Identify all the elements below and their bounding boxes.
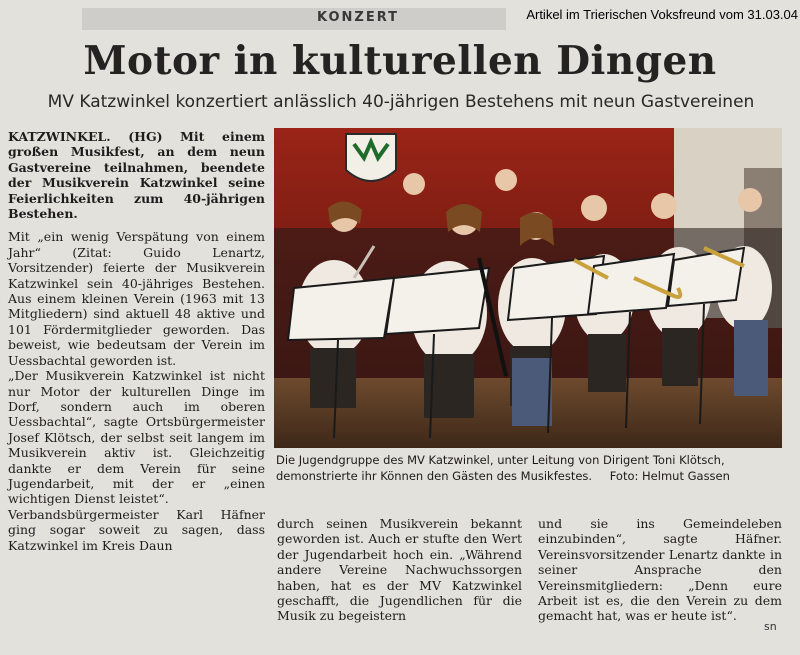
author-signature: sn xyxy=(764,620,777,633)
article-paragraph-1: Mit „ein wenig Verspätung von einem Jahr“ (Zitat: Guido Lenartz, Vorsitzender) feierte der Musikverein Katzwinkel sein 40-jähriges Bestehen. Aus einem kleinen Verein (1963 mit 13 Mitgliedern) sind aktuell 48 aktive und 101 Fördermitglieder geworden. Das beweist, wie bedeutsam der Verein im Uessbachtal geworden ist. xyxy=(8,229,265,368)
source-note: Artikel im Trierischen Voksfreund vom 31.03.04 xyxy=(526,7,798,22)
headline: Motor in kulturellen Dingen xyxy=(83,38,717,84)
photo-credit: Foto: Helmut Gassen xyxy=(609,469,730,483)
subheadline: MV Katzwinkel konzertiert anlässlich 40-jährigen Bestehens mit neun Gastvereinen xyxy=(47,92,755,112)
article-paragraph-4: durch seinen Musikverein bekannt geworden ist. Auch er stufte den Wert der Jugendarbeit hoch ein. „Während andere Vereine Nachwuchssorgen haben, hat es der MV Katzwinkel geschafft, die Jugendlichen für die Musik zu begeistern xyxy=(277,516,522,624)
article-lead: KATZWINKEL. (HG) Mit einem großen Musikfest, an dem neun Gastvereine teilnahmen, beendete der Musikverein Katzwinkel seine Feierlichkeiten zum 40-jährigen Bestehen. xyxy=(8,129,265,222)
band-photo-illustration xyxy=(274,128,782,448)
article-paragraph-2: „Der Musikverein Katzwinkel ist nicht nur Motor der kulturellen Dinge im Dorf, sondern auch im oberen Uessbachtal“, sagte Ortsbürgermeister Josef Klötsch, der selbst seit langem im Musikverein aktiv ist. Gleichzeitig dankte er dem Verein für seine Jugendarbeit, mit der er „einen wichtigen Dienst leistet“. xyxy=(8,368,265,507)
article-column-middle xyxy=(277,516,522,624)
kicker-band xyxy=(82,8,506,30)
article-paragraph-3: Verbandsbürgermeister Karl Häfner ging sogar soweit zu sagen, dass Katzwinkel im Kreis Daun xyxy=(8,506,265,553)
caption-text: Die Jugendgruppe des MV Katzwinkel, unter Leitung von Dirigent Toni Klötsch, demonstrierte ihr Können den Gästen des Musikfestes. xyxy=(276,453,725,483)
photo-caption xyxy=(276,452,780,484)
kicker-label: KONZERT xyxy=(316,10,400,25)
article-paragraph-5: und sie ins Gemeindeleben einzubinden“, sagte Häfner. Vereinsvorsitzender Lenartz dankte in seiner Ansprache den Vereinsmitgliedern: „Denn eure Arbeit ist es, die den Verein zu dem gemacht hat, was er heute ist“. xyxy=(538,516,782,624)
band-photo xyxy=(274,128,782,448)
article-column-left xyxy=(8,129,265,553)
article-column-right xyxy=(538,516,782,624)
